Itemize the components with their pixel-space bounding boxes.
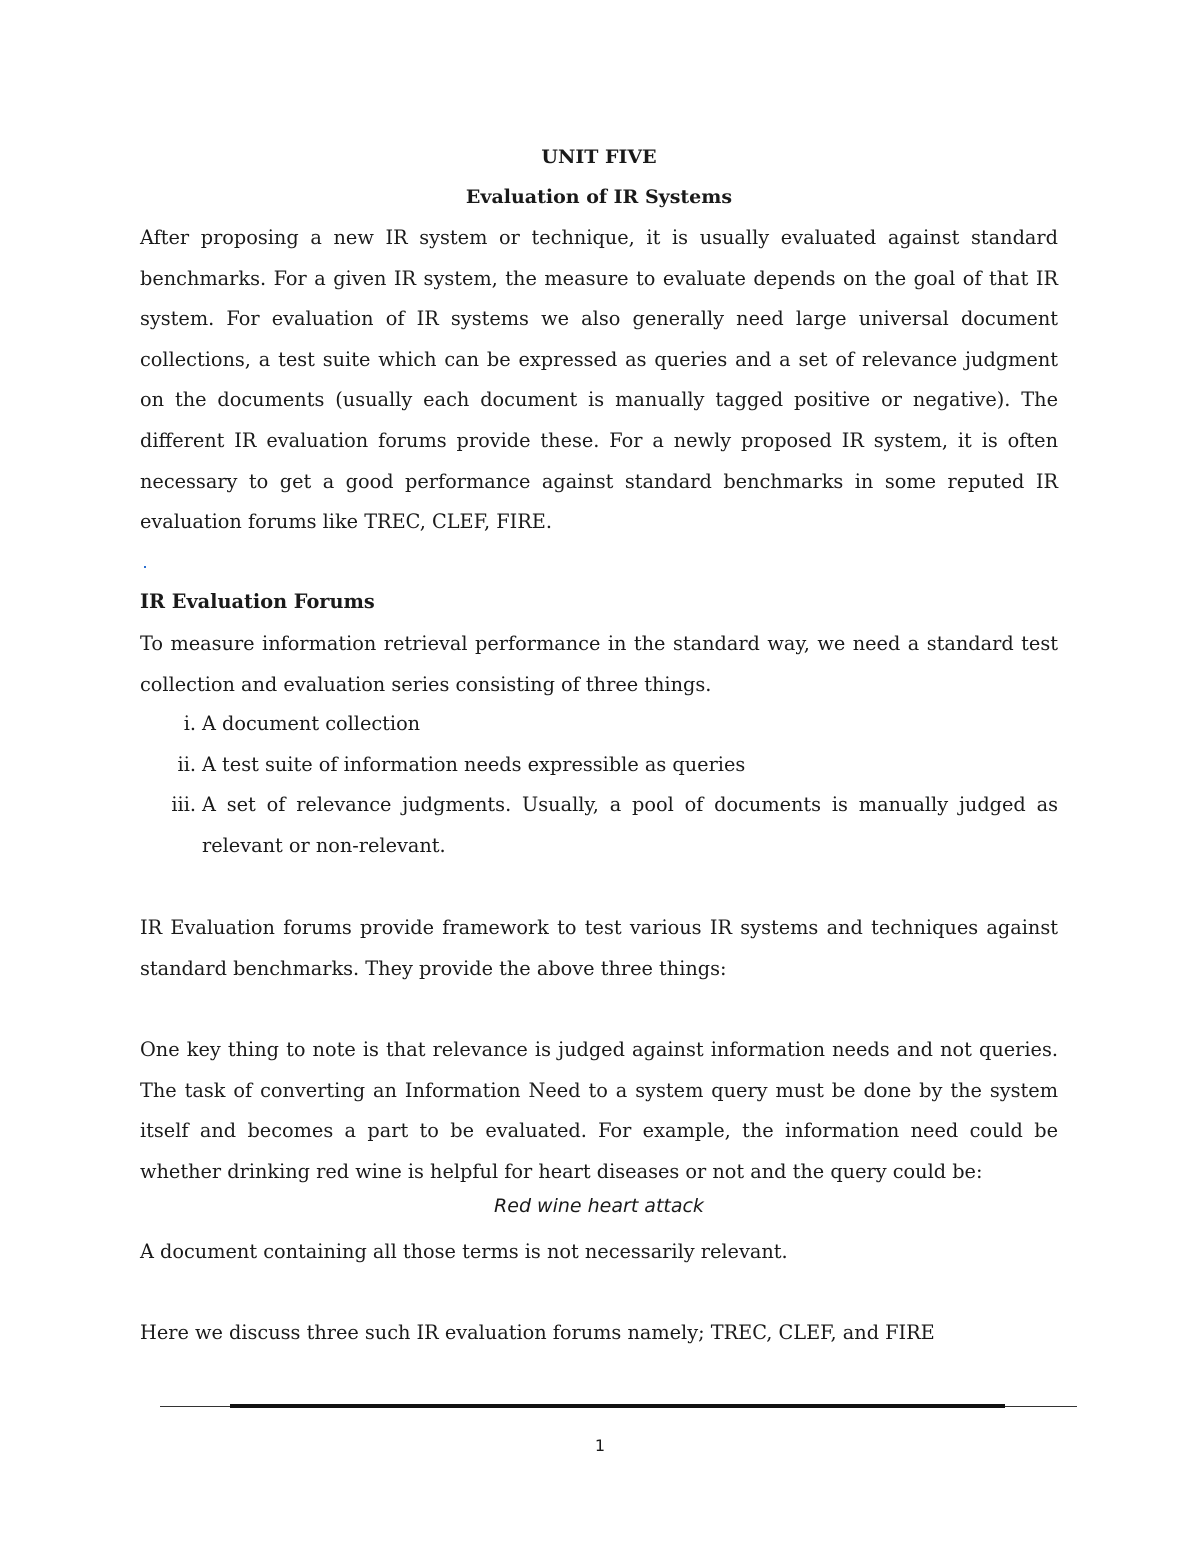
list-item [140, 704, 1058, 745]
section-intro-paragraph: To measure information retrieval performance in the standard way, we need a standard test collection and evaluation series consisting of three things. [140, 632, 1058, 696]
section-heading: IR Evaluation Forums [140, 590, 375, 613]
footer-divider-thick [230, 1404, 1005, 1408]
example-query: Red wine heart attack [494, 1195, 704, 1217]
list-item-number: iii. [171, 793, 196, 817]
closing-paragraph: Here we discuss three such IR evaluation forums namely; TREC, CLEF, and FIRE [140, 1321, 935, 1344]
list-item-number: i. [183, 712, 196, 735]
unit-title: UNIT FIVE [541, 146, 657, 168]
intro-paragraph: After proposing a new IR system or technique, it is usually evaluated against standard benchmarks. For a given IR system, the measure to evaluate depends on the goal of that IR system. For evaluation of IR systems we also generally need large universal document collections, a test suite which can be expressed as queries and a set of relevance judgment on the documents (usually each document is manually tagged positive or negative). The different IR evaluation forums provide these. For a newly proposed IR system, it is often necessary to get a good performance against standard benchmarks in some reputed IR evaluation forums like TREC, CLEF, FIRE. [140, 226, 1058, 534]
requirements-list [140, 704, 1058, 866]
key-paragraph: One key thing to note is that relevance is judged against information needs and not queries. The task of converting an Information Need to a system query must be done by the system itself and becomes a part to be evaluated. For example, the information need could be whether drinking red wine is helpful for heart diseases or not and the query could be: [140, 1038, 1058, 1183]
list-item [140, 785, 1058, 866]
list-item-text: A set of relevance judgments. Usually, a pool of documents is manually judged as relevant or non-relevant. [202, 793, 1058, 857]
list-item [140, 745, 1058, 786]
chapter-title: Evaluation of IR Systems [465, 186, 733, 208]
stray-mark [144, 566, 146, 568]
forums-paragraph: IR Evaluation forums provide framework to test various IR systems and techniques against standard benchmarks. They provide the above three things: [140, 916, 1058, 980]
relevance-note: A document containing all those terms is not necessarily relevant. [140, 1240, 788, 1263]
page-number: 1 [594, 1436, 606, 1455]
list-item-text: A test suite of information needs expressible as queries [202, 752, 746, 776]
list-item-number: ii. [177, 752, 196, 776]
list-item-text: A document collection [202, 712, 421, 735]
